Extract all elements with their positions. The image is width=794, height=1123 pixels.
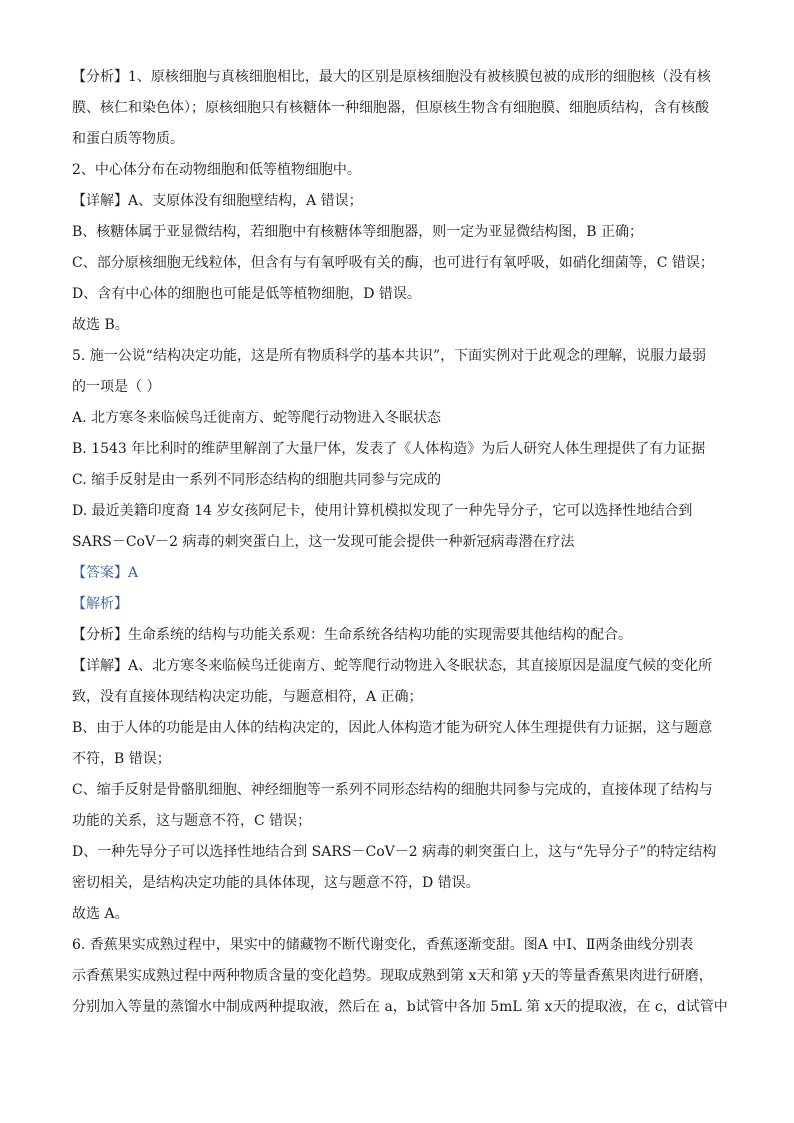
q5-jiexi-label: 【解析】 [72, 596, 128, 612]
text-line: B、由于人体的功能是由人体的结构决定的，因此人体构造才能为研究人体生理提供有力证据，这与题意 [72, 720, 713, 736]
q5-option-a: A. 北方寒冬来临候鸟迁徙南方、蛇等爬行动物进入冬眠状态 [72, 410, 442, 426]
question-6 [72, 930, 732, 1023]
q5-option-c: C. 缩手反射是由一系列不同形态结构的细胞共同参与完成的 [72, 472, 442, 488]
q4-conclusion: 故选 B。 [72, 317, 129, 333]
q5-stem-line: 的一项是（ ） [72, 379, 161, 395]
text-line: 致，没有直接体现结构决定功能，与题意相符，A 正确； [72, 689, 423, 705]
text-line: 和蛋白质等物质。 [72, 131, 184, 147]
text-line: 2、中心体分布在动物细胞和低等植物细胞中。 [72, 162, 361, 178]
q6-stem-line: 分别加入等量的蒸馏水中制成两种提取液，然后在 a，b试管中各加 5mL 第 x天的提取液，在 c，d试管中 [72, 999, 728, 1015]
text-line: 功能的关系，这与题意不符，C 错误； [72, 813, 312, 829]
q5-option-d-cont: SARS－CoV－2 病毒的刺突蛋白上，这一发现可能会提供一种新冠病毒潜在疗法 [72, 534, 575, 550]
q5-stem-line: 5. 施一公说“结构决定功能，这是所有物质科学的基本共识”，下面实例对于此观念的理解，说服力最弱 [72, 348, 707, 364]
text-line: D、一种先导分子可以选择性地结合到 SARS－CoV－2 病毒的刺突蛋白上，这与“先导分子”的特定结构 [72, 844, 717, 860]
question-5 [72, 341, 732, 930]
text-line: D、含有中心体的细胞也可能是低等植物细胞，D 错误。 [72, 286, 421, 302]
text-line: 密切相关，是结构决定功能的具体体现，这与题意不符，D 错误。 [72, 875, 480, 891]
q4-detail [72, 186, 732, 341]
q6-stem-line: 6. 香蕉果实成熟过程中，果实中的储藏物不断代谢变化，香蕉逐渐变甜。图A 中Ⅰ、Ⅱ两条曲线分别表 [72, 937, 694, 953]
text-line: 【详解】A、支原体没有细胞壁结构，A 错误； [72, 193, 363, 209]
q5-conclusion: 故选 A。 [72, 906, 129, 922]
q5-option-d: D. 最近美籍印度裔 14 岁女孩阿尼卡，使用计算机模拟发现了一种先导分子，它可以选择性地结合到 [72, 503, 693, 519]
text-line: B、核糖体属于亚显微结构，若细胞中有核糖体等细胞器，则一定为亚显微结构图，B 正确； [72, 224, 644, 240]
text-line: C、缩手反射是骨骼肌细胞、神经细胞等一系列不同形态结构的细胞共同参与完成的，直接体现了结构与 [72, 782, 713, 798]
text-line: 不符，B 错误； [72, 751, 171, 767]
q5-option-b: B. 1543 年比利时的维萨里解剖了大量尸体，发表了《人体构造》为后人研究人体生理提供了有力证据 [72, 441, 706, 457]
text-line: 【分析】1、原核细胞与真核细胞相比，最大的区别是原核细胞没有被核膜包被的成形的细胞核（没有核 [72, 69, 711, 85]
text-line: C、部分原核细胞无线粒体，但含有与有氧呼吸有关的酶，也可进行有氧呼吸，如硝化细菌等，C 错误； [72, 255, 714, 271]
q4-analysis [72, 62, 732, 186]
q5-answer-label: 【答案】A [72, 565, 139, 581]
document-page [72, 62, 732, 1023]
text-line: 【分析】生命系统的结构与功能关系观：生命系统各结构功能的实现需要其他结构的配合。 [72, 627, 632, 643]
q6-stem-line: 示香蕉果实成熟过程中两种物质含量的变化趋势。现取成熟到第 x天和第 y天的等量香蕉果肉进行研磨， [72, 968, 713, 984]
text-line: 膜、核仁和染色体）；原核细胞只有核糖体一种细胞器，但原核生物含有细胞膜、细胞质结构，含有核酸 [72, 100, 709, 116]
text-line: 【详解】A、北方寒冬来临候鸟迁徙南方、蛇等爬行动物进入冬眠状态，其直接原因是温度气候的变化所 [72, 658, 713, 674]
